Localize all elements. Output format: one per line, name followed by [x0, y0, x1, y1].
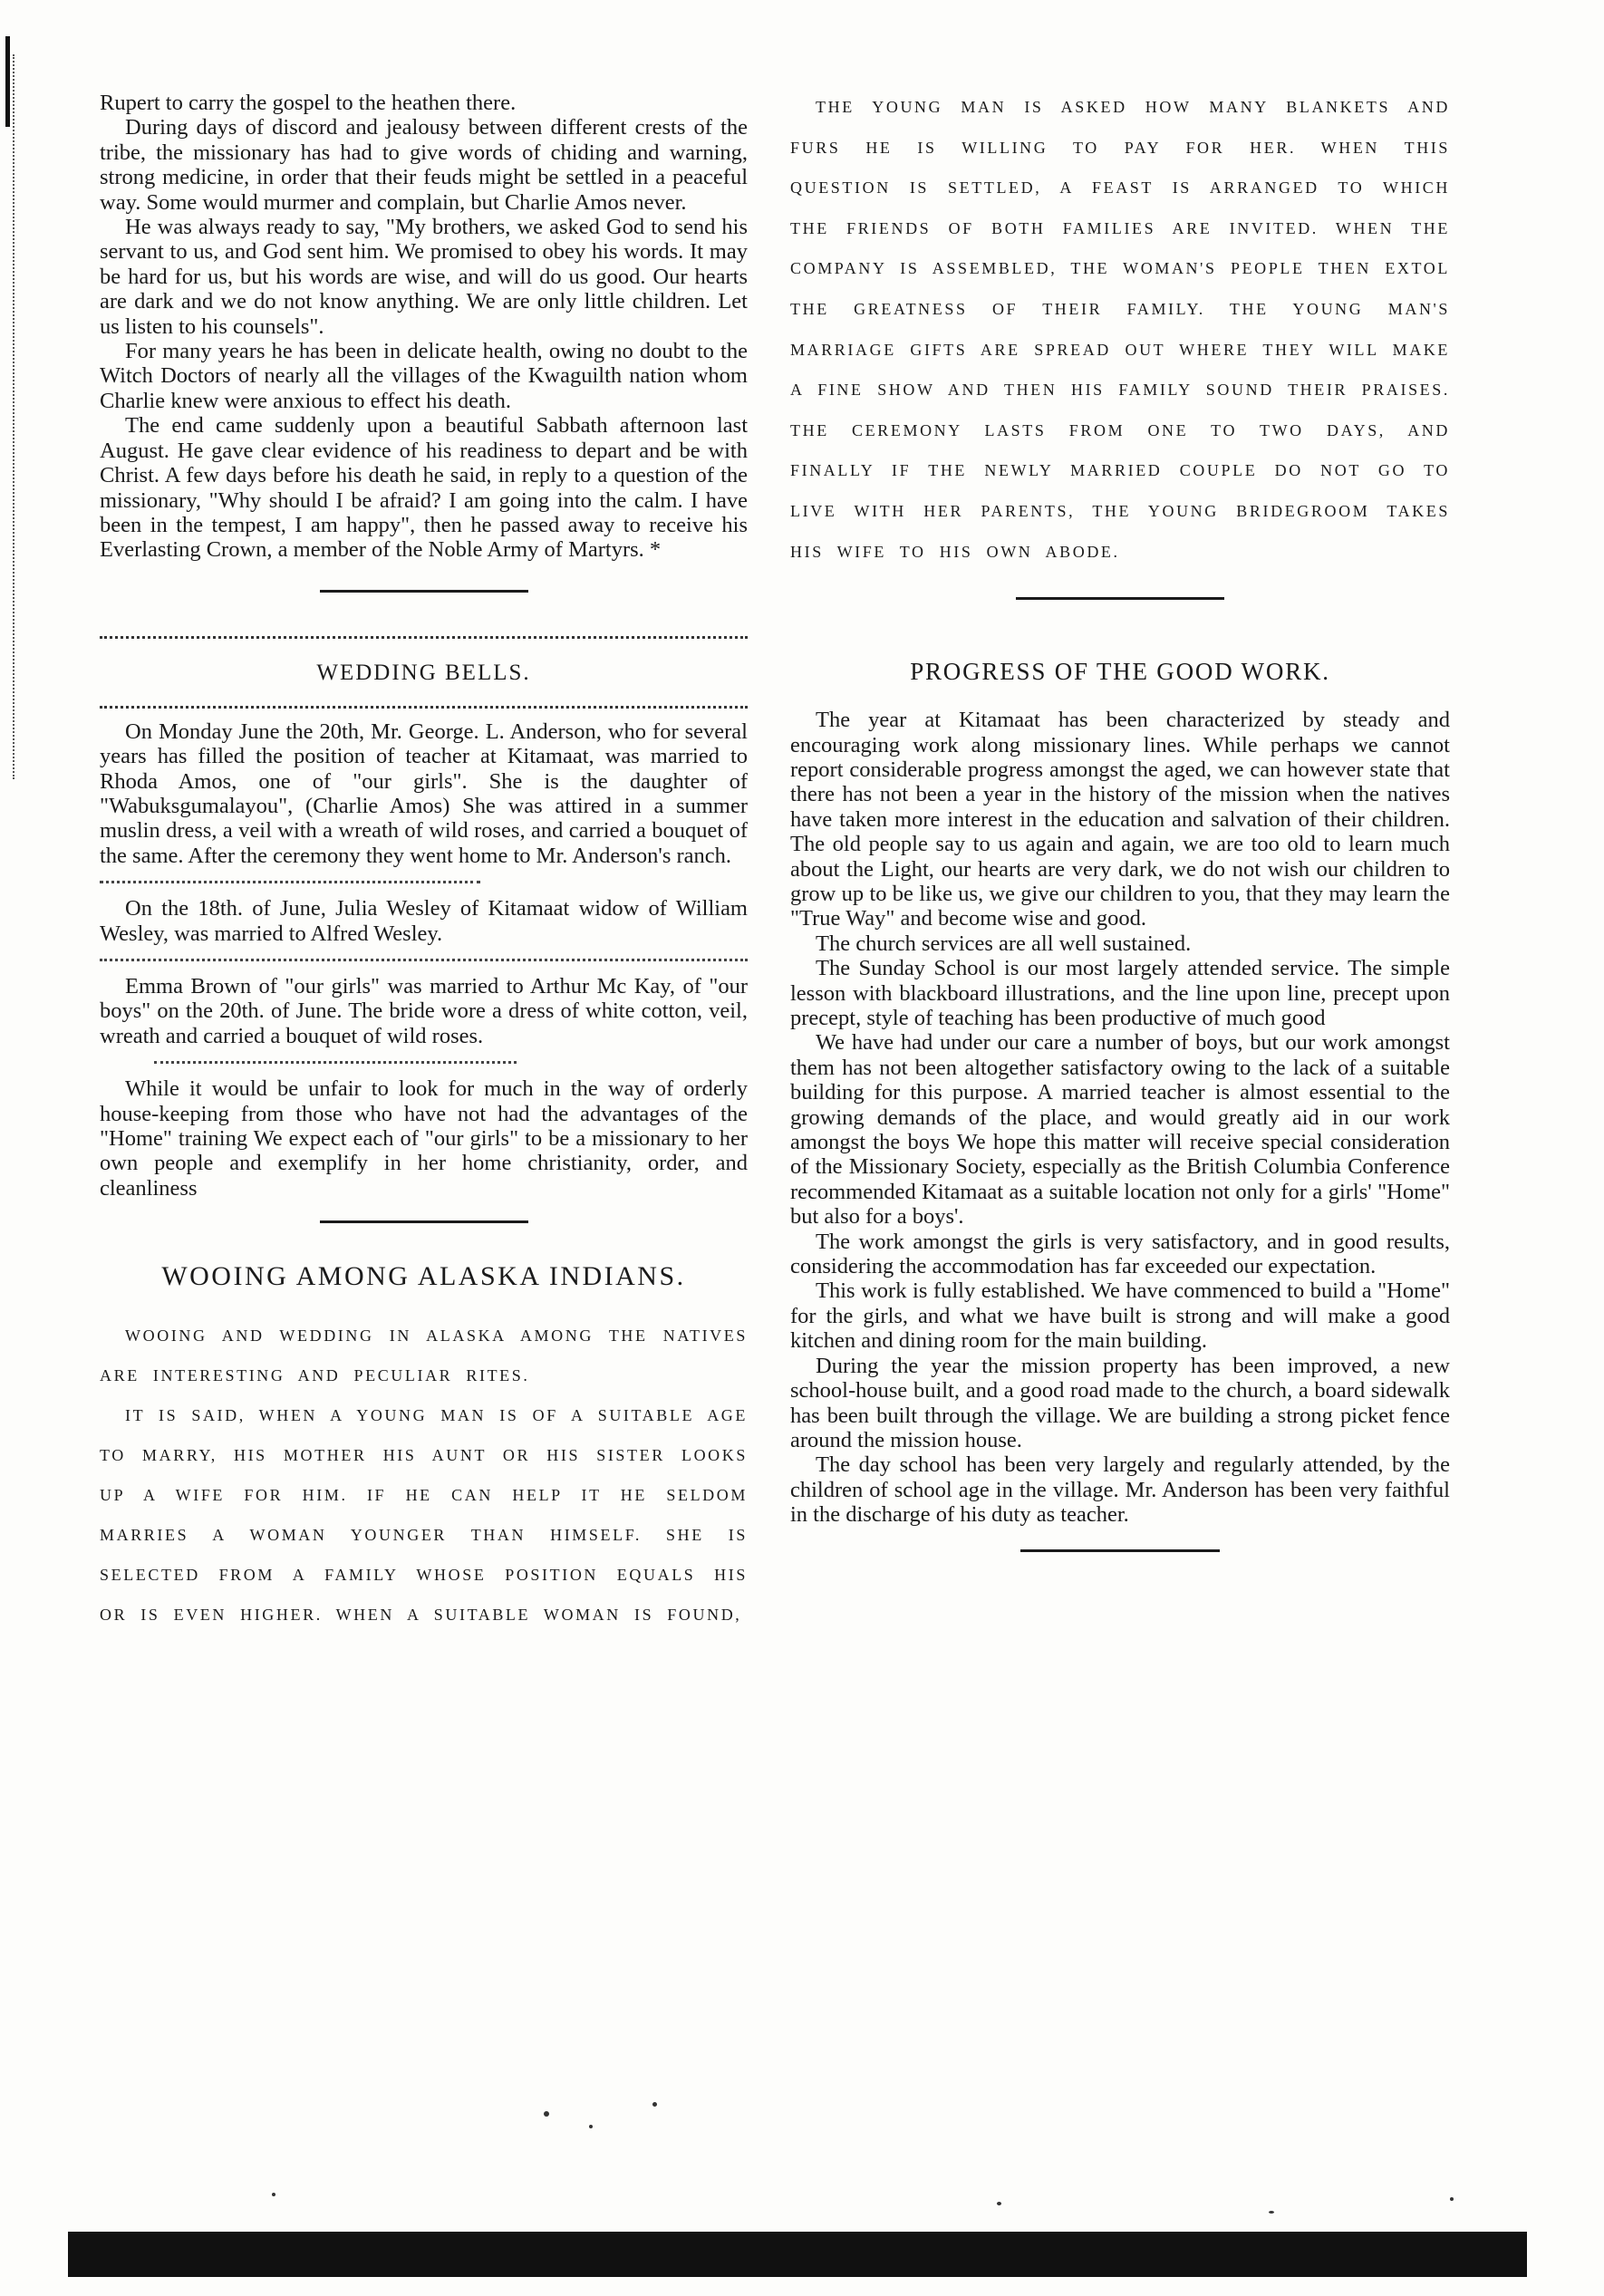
- progress-paragraph: The church services are all well sustained.: [816, 931, 1192, 956]
- scan-speck: [997, 2202, 1001, 2205]
- scan-edge-bar: [68, 2232, 1527, 2277]
- scan-speck: [1450, 2197, 1454, 2201]
- obituary-paragraph: For many years he has been in delicate health, owing no doubt to the Witch Doctors of nearly all the villages of the Kwaguilth nation whom Charlie knew were anxious to effect his death.: [100, 339, 748, 413]
- binding-mark: [5, 36, 10, 127]
- dotted-divider: [154, 1061, 517, 1064]
- progress-paragraph: During the year the mission property has been improved, a new school-house built, and a good road made to the church, a board sidewalk has been built through the village. We are building a strong picket fence around the mission house.: [790, 1353, 1450, 1452]
- wooing-continued-paragraph: THE YOUNG MAN IS ASKED HOW MANY BLANKETS AND FURS HE IS WILLING TO PAY FOR HER. WHEN THIS QUESTION IS SETTLED, A FEAST IS ARRANGED TO WHICH THE FRIENDS OF BOTH FAMILIES ARE INVITED. WHEN THE COMPANY IS ASSEMBLED, THE WOMAN'S PEOPLE THEN EXTOL THE GREATNESS OF THEIR FAMILY. THE YOUNG MAN'S MARRIAGE GIFTS ARE SPREAD OUT WHERE THEY WILL MAKE A FINE SHOW AND THEN HIS FAMILY SOUND THEIR PRAISES. THE CEREMONY LASTS FROM ONE TO TWO DAYS, AND FINALLY IF THE NEWLY MARRIED COUPLE DO NOT GO TO LIVE WITH HER PARENTS, THE YOUNG BRIDEGROOM TAKES HIS WIFE TO HIS OWN ABODE.: [790, 98, 1450, 561]
- scan-speck: [589, 2125, 593, 2128]
- progress-section: [790, 651, 1450, 1527]
- progress-title: PROGRESS OF THE GOOD WORK.: [910, 658, 1330, 686]
- progress-paragraph: This work is fully established. We have commenced to build a "Home" for the girls, and what we have built is strong and will make a good kitchen and dining room for the main building.: [790, 1278, 1450, 1354]
- left-column: [100, 91, 748, 1635]
- dotted-divider: [100, 636, 748, 639]
- binding-dots: [13, 54, 16, 779]
- scan-speck: [652, 2102, 657, 2107]
- dotted-divider: [100, 881, 480, 883]
- wedding-bells-title: WEDDING BELLS.: [316, 660, 531, 685]
- scan-speck: [1269, 2211, 1274, 2214]
- dotted-divider: [100, 706, 748, 709]
- progress-paragraph: The day school has been very largely and regularly attended, by the children of school age in the village. Mr. Anderson has been very faithful in the discharge of his duty as teacher.: [790, 1452, 1450, 1528]
- wooing-section: [100, 1243, 748, 1635]
- dotted-divider: [100, 959, 748, 961]
- progress-paragraph: The year at Kitamaat has been characterized by steady and encouraging work along missionary lines. While perhaps we cannot report considerable progress amongst the aged, we can however state that there has not been a year in the history of the mission when the natives have taken more interest in the education and salvation of their children. The old people say to us again and again, we are too old to learn much about the Light, our hearts are very dark, we do not wish our children to grow up to be like us, we give our children to you, that they may learn the "True Way" and become wise and good.: [790, 708, 1450, 931]
- progress-paragraph: The work amongst the girls is very satisfactory, and in good results, considering the accommodation has far exceeded our expectation.: [790, 1229, 1450, 1279]
- wedding-notice: On the 18th. of June, Julia Wesley of Kitamaat widow of William Wesley, was married to Alfred Wesley.: [100, 896, 748, 946]
- wedding-notice: While it would be unfair to look for much in the way of orderly house-keeping from those who have not had the advantages of the "Home" training We expect each of "our girls" to be a missionary to her own people and exemplify in her home christianity, order, and cleanliness: [100, 1076, 748, 1201]
- progress-paragraph: We have had under our care a number of boys, but our work amongst them has not been altogether satisfactory owing to the lack of a suitable building for this purpose. A married teacher is almost essential to the growing demands of the place, and would greatly aid in our work amongst the boys We hope this matter will receive special consideration of the Missionary Society, especially as the British Columbia Conference recommended Kitamaat as a suitable location not only for a girls' "Home" but also for a boys'.: [790, 1030, 1450, 1230]
- obituary-paragraph: Rupert to carry the gospel to the heathen there.: [100, 91, 517, 115]
- wooing-title: WOOING AMONG ALASKA INDIANS.: [161, 1261, 686, 1292]
- wedding-bells-section: [100, 636, 748, 1201]
- wedding-notice: Emma Brown of "our girls" was married to Arthur Mc Kay, of "our boys" on the 20th. of June. The bride wore a dress of white cotton, veil, wreath and carried a bouquet of wild roses.: [100, 973, 748, 1048]
- section-divider: [1020, 1549, 1220, 1552]
- wedding-notice: On Monday June the 20th, Mr. George. L. Anderson, who for several years has filled the position of teacher at Kitamaat, was married to Rhoda Amos, one of "our girls". She is the daughter of "Wabuksgumalayou", (Charlie Amos) She was attired in a summer muslin dress, a veil with a wreath of wild roses, and carried a bouquet of the same. After the ceremony they went home to Mr. Anderson's ranch.: [100, 719, 748, 868]
- progress-paragraph: The Sunday School is our most largely attended service. The simple lesson with blackboard illustrations, and the line upon line, precept upon precept, style of teaching has been productive of much good: [790, 956, 1450, 1030]
- section-divider: [320, 1220, 528, 1223]
- wooing-paragraph: WOOING AND WEDDING IN ALASKA AMONG THE NATIVES ARE INTERESTING AND PECULIAR RITES.: [100, 1326, 748, 1385]
- scan-speck: [272, 2193, 275, 2196]
- wooing-paragraph: IT IS SAID, WHEN A YOUNG MAN IS OF A SUITABLE AGE TO MARRY, HIS MOTHER HIS AUNT OR HIS SISTER LOOKS UP A WIFE FOR HIM. IF HE CAN HELP IT HE SELDOM MARRIES A WOMAN YOUNGER THAN HIMSELF. SHE IS SELECTED FROM A FAMILY WHOSE POSITION EQUALS HIS OR IS EVEN HIGHER. WHEN A SUITABLE WOMAN IS FOUND,: [100, 1406, 748, 1625]
- right-column: [790, 91, 1450, 1579]
- scan-speck: [544, 2111, 549, 2117]
- wooing-continued-section: [790, 87, 1450, 572]
- obituary-paragraph: He was always ready to say, "My brothers, we asked God to send his servant to us, and God sent him. We promised to obey his words. It may be hard for us, but his words are wise, and will do us good. Our hearts are dark and we do not know anything. We are only little children. Let us listen to his counsels".: [100, 215, 748, 339]
- obituary-section: [100, 91, 748, 563]
- obituary-paragraph: The end came suddenly upon a beautiful Sabbath afternoon last August. He gave clear evidence of his readiness to depart and be with Christ. A few days before his death he said, in reply to a question of the missionary, "Why should I be afraid? I am going into the calm. I have been in the tempest, I am happy", then he passed away to receive his Everlasting Crown, a member of the Noble Army of Martyrs. *: [100, 413, 748, 563]
- obituary-paragraph: During days of discord and jealousy between different crests of the tribe, the missionary has had to give words of chiding and warning, strong medicine, in order that their feuds might be settled in a peaceful way. Some would murmer and complain, but Charlie Amos never.: [100, 115, 748, 215]
- section-divider: [1016, 597, 1224, 600]
- section-divider: [320, 590, 528, 593]
